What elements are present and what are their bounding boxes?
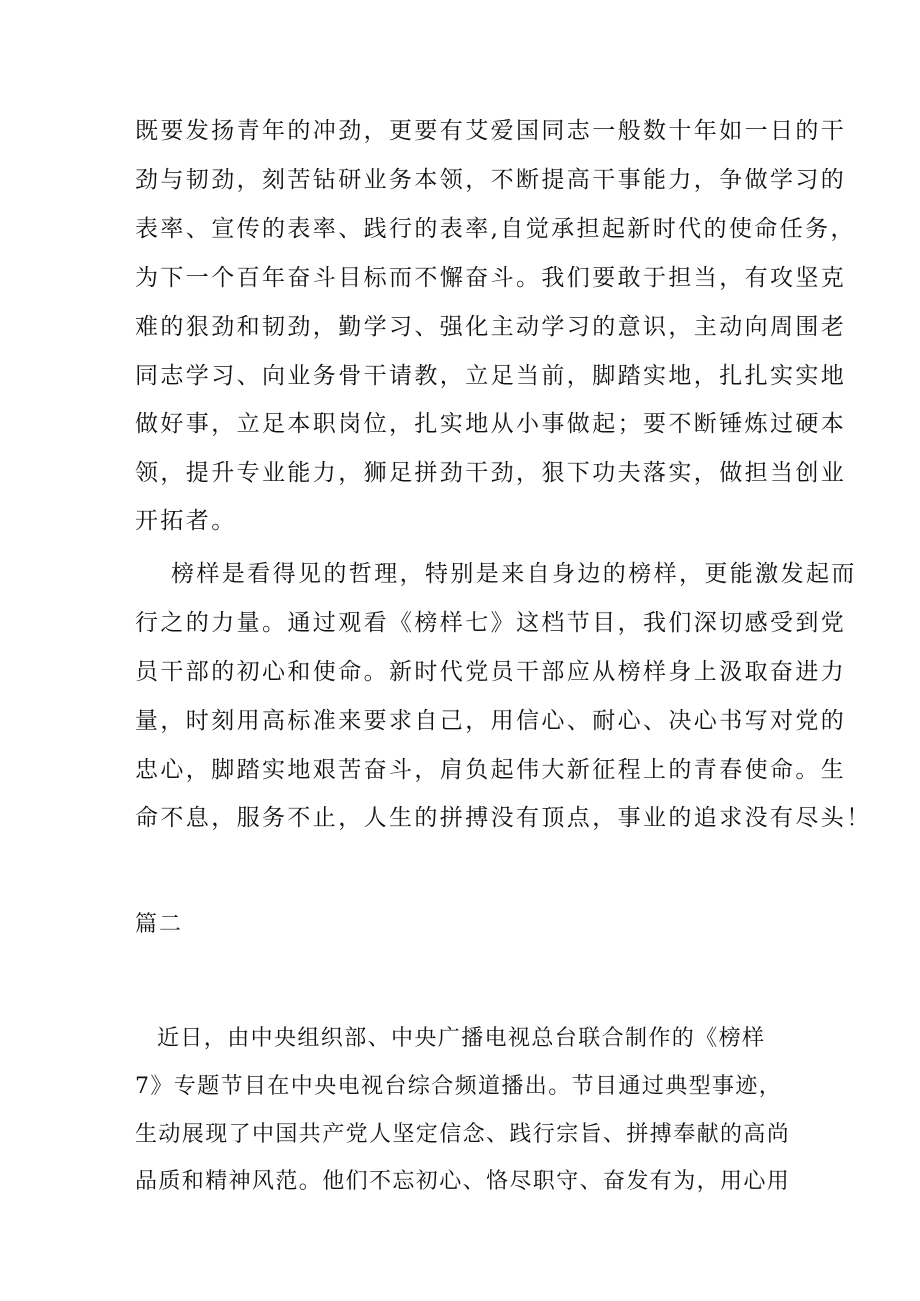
paragraph-line: 量，时刻用高标准来要求自己，用信心、耐心、决心书写对党的	[135, 708, 847, 734]
paragraph-line: 做好事，立足本职岗位，扎实地从小事做起；要不断锤炼过硬本	[135, 411, 847, 437]
paragraph-line: 同志学习、向业务骨干请教，立足当前，脚踏实地，扎扎实实地	[135, 363, 847, 389]
paragraph-line: 员干部的初心和使命。新时代党员干部应从榜样身上汲取奋进力	[135, 659, 847, 685]
paragraph-line: 既要发扬青年的冲劲，更要有艾爱国同志一般数十年如一日的干	[135, 118, 847, 144]
paragraph-line: 领，提升专业能力，狮足拼劲干劲，狠下功夫落实，做担当创业	[135, 460, 847, 486]
paragraph-line: 为下一个百年奋斗目标而不懈奋斗。我们要敢于担当，有攻坚克	[135, 265, 847, 291]
paragraph-line: 生动展现了中国共产党人坚定信念、践行宗旨、拼搏奉献的高尚	[135, 1122, 791, 1147]
paragraph-line: 开拓者。	[135, 508, 237, 534]
paragraph-line: 劲与韧劲，刻苦钻研业务本领，不断提高干事能力，争做学习的	[135, 167, 847, 193]
paragraph-line: 行之的力量。通过观看《榜样七》这档节目，我们深切感受到党	[135, 610, 847, 636]
section-heading: 篇二	[135, 912, 184, 937]
paragraph-line: 7》专题节目在中央电视台综合频道播出。节目通过典型事迹，	[135, 1074, 783, 1099]
paragraph-line: 近日，由中央组织部、中央广播电视总台联合制作的《榜样	[157, 1026, 766, 1051]
paragraph-line: 命不息，服务不止，人生的拼搏没有顶点，事业的追求没有尽头！	[135, 805, 872, 831]
paragraph-line: 忠心，脚踏实地艰苦奋斗，肩负起伟大新征程上的青春使命。生	[135, 757, 847, 783]
paragraph-line: 品质和精神风范。他们不忘初心、恪尽职守、奋发有为，用心用	[135, 1169, 791, 1194]
paragraph-line: 难的狠劲和韧劲，勤学习、强化主动学习的意识，主动向周围老	[135, 314, 847, 340]
paragraph-line: 表率、宣传的表率、践行的表率,自觉承担起新时代的使命任务，	[135, 216, 856, 242]
paragraph-line: 榜样是看得见的哲理，特别是来自身边的榜样，更能激发起而	[171, 561, 857, 587]
